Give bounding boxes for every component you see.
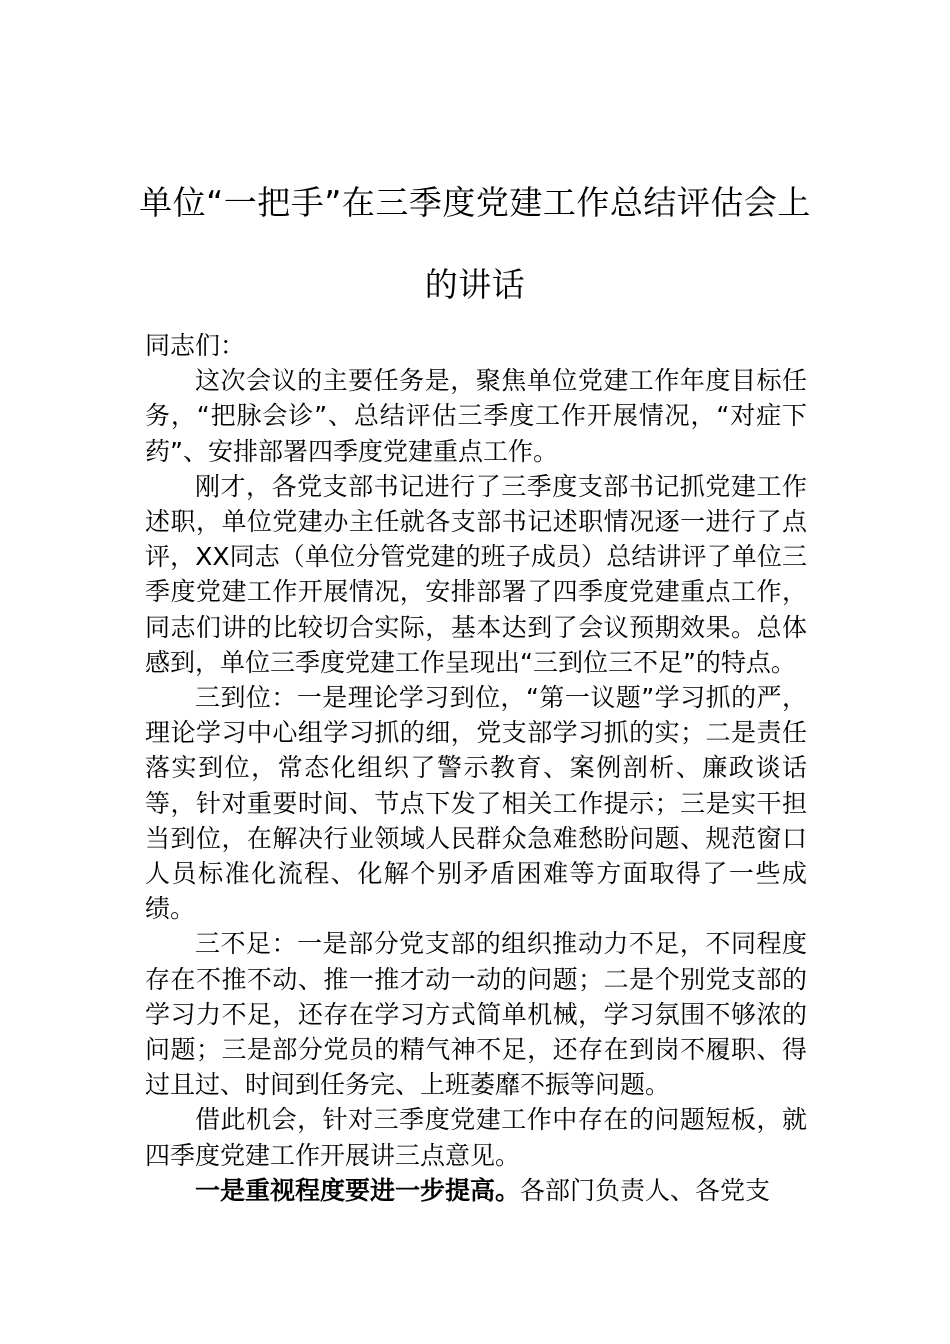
paragraph-three-shortfalls: 三不足：一是部分党支部的组织推动力不足，不同程度存在不推不动、推一推才动一动的问题；二是个别党支部的学习力不足，还存在学习方式简单机械，学习氛围不够浓的问题；三是部分党员的精气神不足，还存在到岗不履职、得过且过、时间到任务完、上班萎靡不振等问题。 <box>145 929 807 1100</box>
paragraph-first-opinion <box>145 1173 807 1208</box>
document-body <box>145 328 807 1208</box>
first-opinion-text: 各部门负责人、各党支 <box>520 1175 771 1205</box>
document-title: 单位“一把手”在三季度党建工作总结评估会上的讲话 <box>139 183 811 304</box>
paragraph-meeting-purpose: 这次会议的主要任务是，聚焦单位党建工作年度目标任务，“把脉会诊”、总结评估三季度工作开展情况，“对症下药”、安排部署四季度党建重点工作。 <box>145 366 807 466</box>
paragraph-opinions-intro: 借此机会，针对三季度党建工作中存在的问题短板，就四季度党建工作开展讲三点意见。 <box>145 1105 807 1170</box>
paragraph-three-in-place: 三到位：一是理论学习到位，“第一议题”学习抓的严，理论学习中心组学习抓的细，党支部学习抓的实；二是责任落实到位，常态化组织了警示教育、案例剖析、廉政谈话等，针对重要时间、节点下发了相关工作提示；三是实干担当到位，在解决行业领域人民群众急难愁盼问题、规范窗口人员标准化流程、化解个别矛盾困难等方面取得了一些成绩。 <box>145 683 807 924</box>
paragraph-review-summary: 刚才，各党支部书记进行了三季度支部书记抓党建工作述职，单位党建办主任就各支部书记述职情况逐一进行了点评，XX同志（单位分管党建的班子成员）总结讲评了单位三季度党建工作开展情况，安排部署了四季度党建重点工作，同志们讲的比较切合实际，基本达到了会议预期效果。总体感到，单位三季度党建工作呈现出“三到位三不足”的特点。 <box>145 471 807 677</box>
salutation: 同志们： <box>145 331 246 360</box>
first-opinion-heading: 一是重视程度要进一步提高。 <box>195 1175 521 1205</box>
